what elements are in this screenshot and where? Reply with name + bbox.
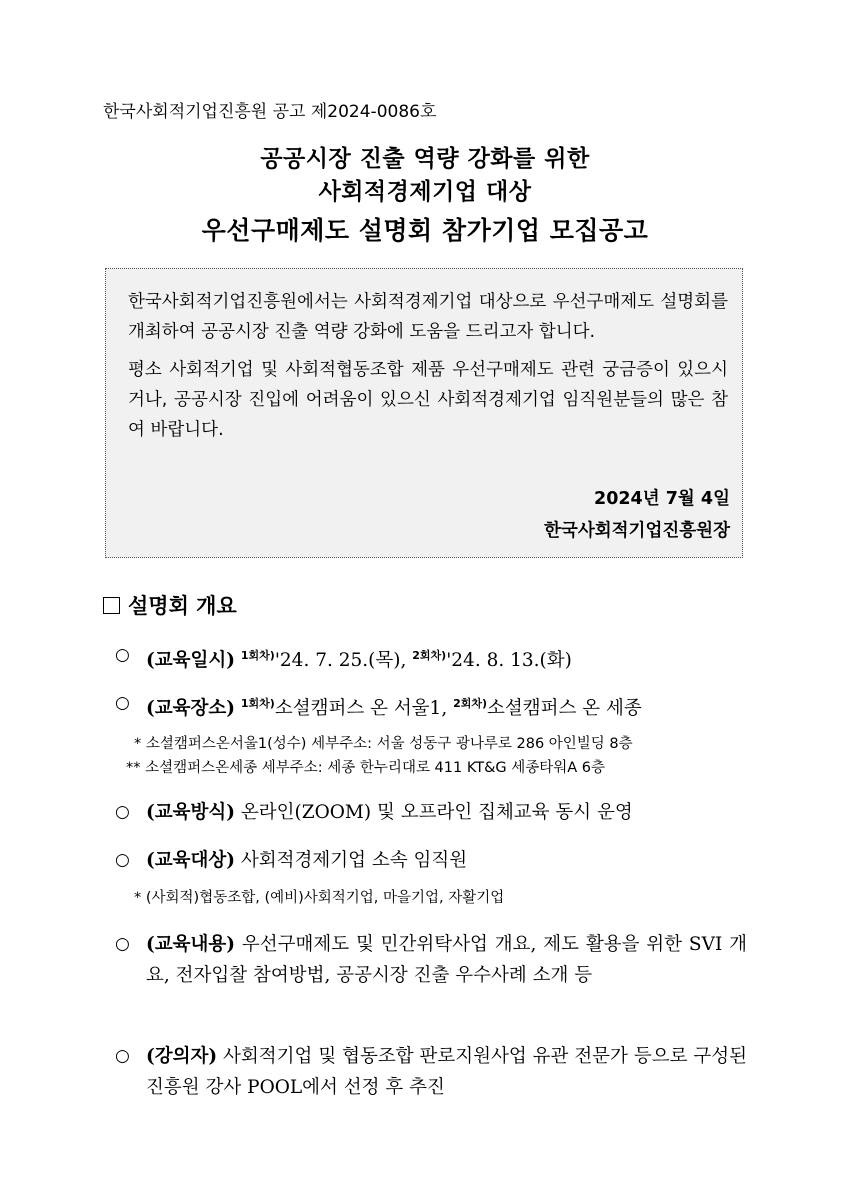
item-instructor xyxy=(115,1041,747,1103)
circle-bullet-icon: ○ xyxy=(115,645,130,665)
intro-paragraph-2: 평소 사회적기업 및 사회적협동조합 제품 우선구매제도 관련 궁금증이 있으시거나, 공공시장 진입에 어려움이 있으신 사회적경제기업 임직원분들의 많은 참여 바랍니다. xyxy=(128,360,728,440)
target-text: 사회적경제기업 소속 임직원 xyxy=(240,850,468,871)
circle-bullet-icon: ○ xyxy=(115,1046,130,1066)
intro-paragraph-1: 한국사회적기업진흥원에서는 사회적경제기업 대상으로 우선구매제도 설명회를 개최하여 공공시장 진출 역량 강화에 도움을 드리고자 합니다. xyxy=(128,292,728,342)
method-label: (교육방식) xyxy=(146,802,235,823)
venue-session2-tag: 2회차) xyxy=(453,697,488,710)
title-line-3: 우선구매제도 설명회 참가기업 모집공고 xyxy=(201,216,649,245)
content-label: (교육내용) xyxy=(146,934,235,955)
venue-place-2: 소셜캠퍼스 온 세종 xyxy=(487,698,642,720)
schedule-session2-tag: 2회차) xyxy=(412,649,447,662)
circle-bullet-icon: ○ xyxy=(115,850,130,870)
notice-date: 2024년 7월 4일 xyxy=(594,489,730,509)
circle-bullet-icon: ○ xyxy=(115,802,130,822)
method-text: 온라인(ZOOM) 및 오프라인 집체교육 동시 운영 xyxy=(240,802,633,823)
venue-note-1: * 소셜캠퍼스온서울1(성수) 세부주소: 서울 성동구 광나루로 286 아인빌딩 8층 xyxy=(134,736,633,752)
item-method xyxy=(115,797,747,828)
target-label: (교육대상) xyxy=(146,850,235,871)
checkbox-square-icon xyxy=(103,597,120,614)
venue-note-2: ** 소셜캠퍼스온세종 세부주소: 세종 한누리대로 411 KT&G 세종타워A 6층 xyxy=(126,760,606,776)
item-target xyxy=(115,845,747,876)
circle-bullet-icon: ○ xyxy=(115,693,130,713)
venue-session1-tag: 1회차) xyxy=(240,697,275,710)
title-line-1: 공공시장 진출 역량 강화를 위한 xyxy=(260,146,590,172)
target-note: * (사회적)협동조합, (예비)사회적기업, 마을기업, 자활기업 xyxy=(134,890,505,906)
circle-bullet-icon: ○ xyxy=(115,934,130,954)
section-heading xyxy=(103,590,237,620)
item-content xyxy=(115,929,747,991)
intro-box xyxy=(105,268,743,558)
content-text: 우선구매제도 및 민간위탁사업 개요, 제도 활용을 위한 SVI 개요, 전자입찰 참여방법, 공공시장 진출 우수사례 소개 등 xyxy=(146,934,747,986)
schedule-session1-tag: 1회차) xyxy=(240,649,275,662)
schedule-date-2: '24. 8. 13.(화) xyxy=(446,650,572,672)
schedule-label: (교육일시) xyxy=(146,650,235,672)
schedule-date-1: '24. 7. 25.(목), xyxy=(274,650,407,672)
title-line-2: 사회적경제기업 대상 xyxy=(318,179,532,205)
item-schedule xyxy=(115,640,747,676)
venue-label: (교육장소) xyxy=(146,698,235,720)
section-heading-text: 설명회 개요 xyxy=(128,594,237,618)
venue-place-1: 소셜캠퍼스 온 서울1, xyxy=(274,698,448,720)
item-venue xyxy=(115,688,747,724)
title-block xyxy=(0,143,850,250)
instructor-label: (강의자) xyxy=(146,1046,218,1067)
notice-number: 한국사회적기업진흥원 공고 제2024-0086호 xyxy=(103,102,437,122)
signer: 한국사회적기업진흥원장 xyxy=(544,521,730,541)
instructor-text: 사회적기업 및 협동조합 판로지원사업 유관 전문가 등으로 구성된 진흥원 강사 POOL에서 선정 후 추진 xyxy=(146,1046,747,1098)
